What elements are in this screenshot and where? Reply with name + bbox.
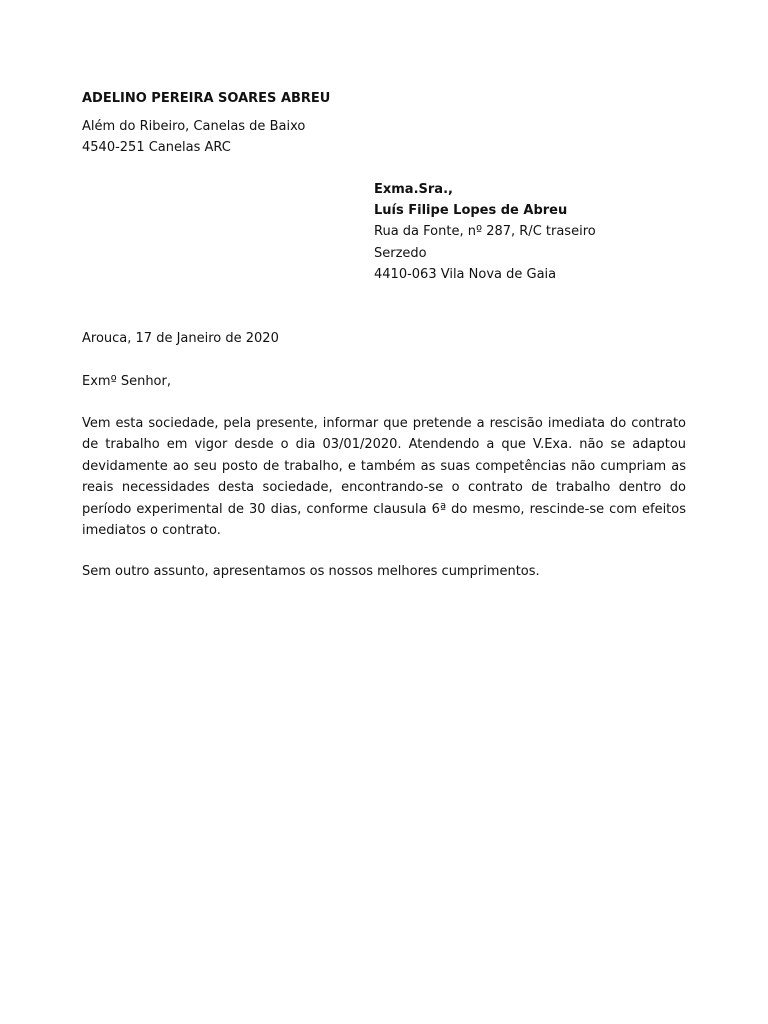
place-date: Arouca, 17 de Janeiro de 2020 [82, 331, 279, 346]
body-line: reais necessidades desta sociedade, encontrando-se o contrato de trabalho dentro do [82, 480, 686, 496]
sender-address-line2: 4540-251 Canelas ARC [82, 140, 231, 155]
recipient-salutation: Exma.Sra., [374, 182, 453, 197]
body-line: Vem esta sociedade, pela presente, informar que pretende a rescisão imediata do contrato [82, 416, 686, 431]
sender-address-line1: Além do Ribeiro, Canelas de Baixo [82, 119, 306, 134]
greeting: Exmº Senhor, [82, 374, 171, 389]
recipient-postal: 4410-063 Vila Nova de Gaia [374, 267, 557, 282]
sender-name: ADELINO PEREIRA SOARES ABREU [82, 91, 331, 106]
body-line: imediatos o contrato. [82, 523, 221, 539]
body-line: de trabalho em vigor desde o dia 03/01/2020. Atendendo a que V.Exa. não se adaptou [82, 437, 686, 453]
body-line: devidamente ao seu posto de trabalho, e também as suas competências não cumpriam as [82, 458, 686, 474]
closing-line: Sem outro assunto, apresentamos os nossos melhores cumprimentos. [82, 564, 540, 579]
recipient-name: Luís Filipe Lopes de Abreu [374, 203, 568, 218]
body-line: período experimental de 30 dias, conforme clausula 6ª do mesmo, rescinde-se com efeitos [82, 501, 686, 517]
letter-body [82, 413, 686, 541]
recipient-locality: Serzedo [374, 246, 427, 261]
recipient-street: Rua da Fonte, nº 287, R/C traseiro [374, 224, 596, 239]
